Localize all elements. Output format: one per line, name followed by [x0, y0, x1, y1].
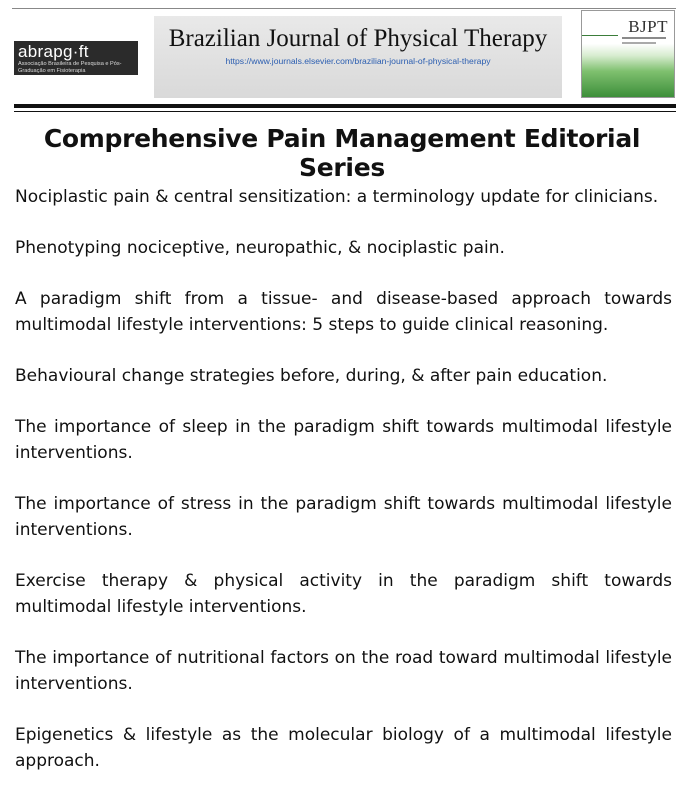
list-item: Exercise therapy & physical activity in the paradigm shift towards multimodal lifestyle interventions. — [15, 571, 672, 617]
header-rule-thick — [14, 104, 676, 108]
list-item: The importance of stress in the paradigm shift towards multimodal lifestyle interventions. — [15, 494, 672, 540]
list-item: Behavioural change strategies before, during, & after pain education. — [15, 366, 608, 386]
header-rule-thin — [14, 111, 676, 112]
list-item: Phenotyping nociceptive, neuropathic, & nociplastic pain. — [15, 238, 505, 258]
list-item: The importance of sleep in the paradigm shift towards multimodal lifestyle interventions. — [15, 417, 672, 463]
list-item: Epigenetics & lifestyle as the molecular biology of a multimodal lifestyle approach. — [15, 725, 672, 771]
journal-title: Brazilian Journal of Physical Therapy — [168, 25, 548, 52]
cover-accent-line — [582, 35, 618, 36]
cover-fine-print — [622, 37, 666, 39]
editorial-list — [15, 184, 672, 799]
journal-url[interactable]: https://www.journals.elsevier.com/brazilian-journal-of-physical-therapy — [225, 56, 491, 66]
abrapg-logo — [14, 41, 138, 75]
top-divider — [12, 8, 676, 9]
abrapg-logo-subtitle: Associação Brasileira de Pesquisa e Pós-Graduação em Fisioterapia — [18, 61, 122, 74]
page-title: Comprehensive Pain Management Editorial Series — [43, 124, 641, 182]
abrapg-logo-text: abrapg·ft — [18, 42, 89, 61]
list-item: A paradigm shift from a tissue- and disease-based approach towards multimodal lifestyle interventions: 5 steps to guide clinical reasoning. — [15, 289, 672, 335]
cover-code: BJPT — [628, 17, 668, 36]
list-item: The importance of nutritional factors on the road toward multimodal lifestyle interventions. — [15, 648, 672, 694]
list-item: Nociplastic pain & central sensitization: a terminology update for clinicians. — [15, 187, 659, 207]
cover-fine-print — [622, 42, 656, 44]
journal-cover-thumbnail — [581, 10, 675, 98]
journal-banner — [154, 16, 562, 98]
